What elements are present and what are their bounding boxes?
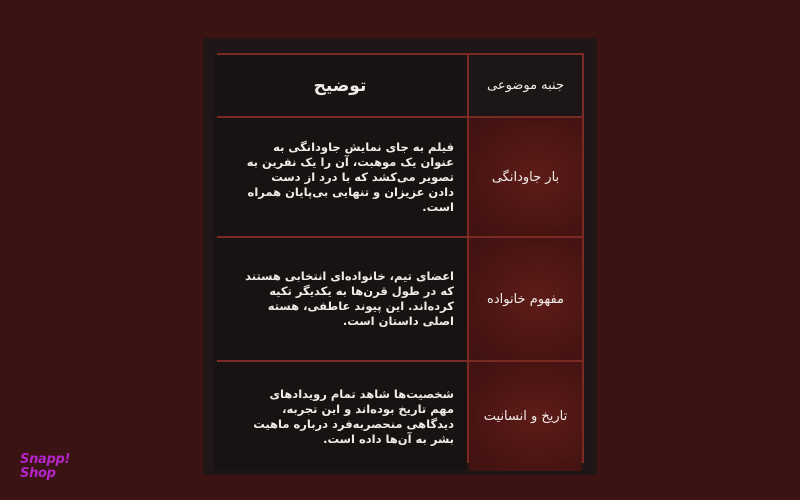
row-1-aspect (469, 118, 582, 236)
header-description (213, 55, 467, 116)
snappshop-logo (20, 453, 70, 481)
row-3-aspect (469, 362, 582, 471)
header-aspect (469, 55, 582, 116)
comparison-table (217, 53, 584, 463)
logo-line-2: Shop (20, 466, 56, 481)
row-3-aspect-label: تاریخ و انسانیت (483, 409, 568, 424)
row-2-description-text: اعضای تیم، خانواده‌ای انتخابی هستند که در طول قرن‌ها به یکدیگر تکیه کرده‌اند. این پیوند عاطفی، هسته اصلی داستان است. (245, 269, 454, 328)
row-2-aspect-label: مفهوم خانواده (487, 291, 564, 307)
row-2-aspect (469, 238, 582, 360)
header-aspect-label: جنبه موضوعی (487, 78, 565, 93)
row-1-description-text: فیلم به جای نمایش جاودانگی به عنوان یک موهبت، آن را یک نفرین به تصویر می‌کشد که با درد از دست دادن عزیزان و تنهایی بی‌پایان همراه است. (246, 139, 454, 214)
row-3-description-text: شخصیت‌ها شاهد تمام رویدادهای مهم تاریخ بوده‌اند و این تجربه، دیدگاهی منحصربه‌فرد درباره ماهیت بشر به آن‌ها داده است. (253, 386, 454, 446)
header-description-label: توضیح (313, 75, 367, 96)
row-1-description (213, 118, 467, 236)
logo-line-1: Snapp! (20, 452, 71, 467)
row-2-description (213, 238, 467, 360)
row-3-description (213, 362, 467, 471)
row-1-aspect-label: بار جاودانگی (491, 169, 560, 185)
